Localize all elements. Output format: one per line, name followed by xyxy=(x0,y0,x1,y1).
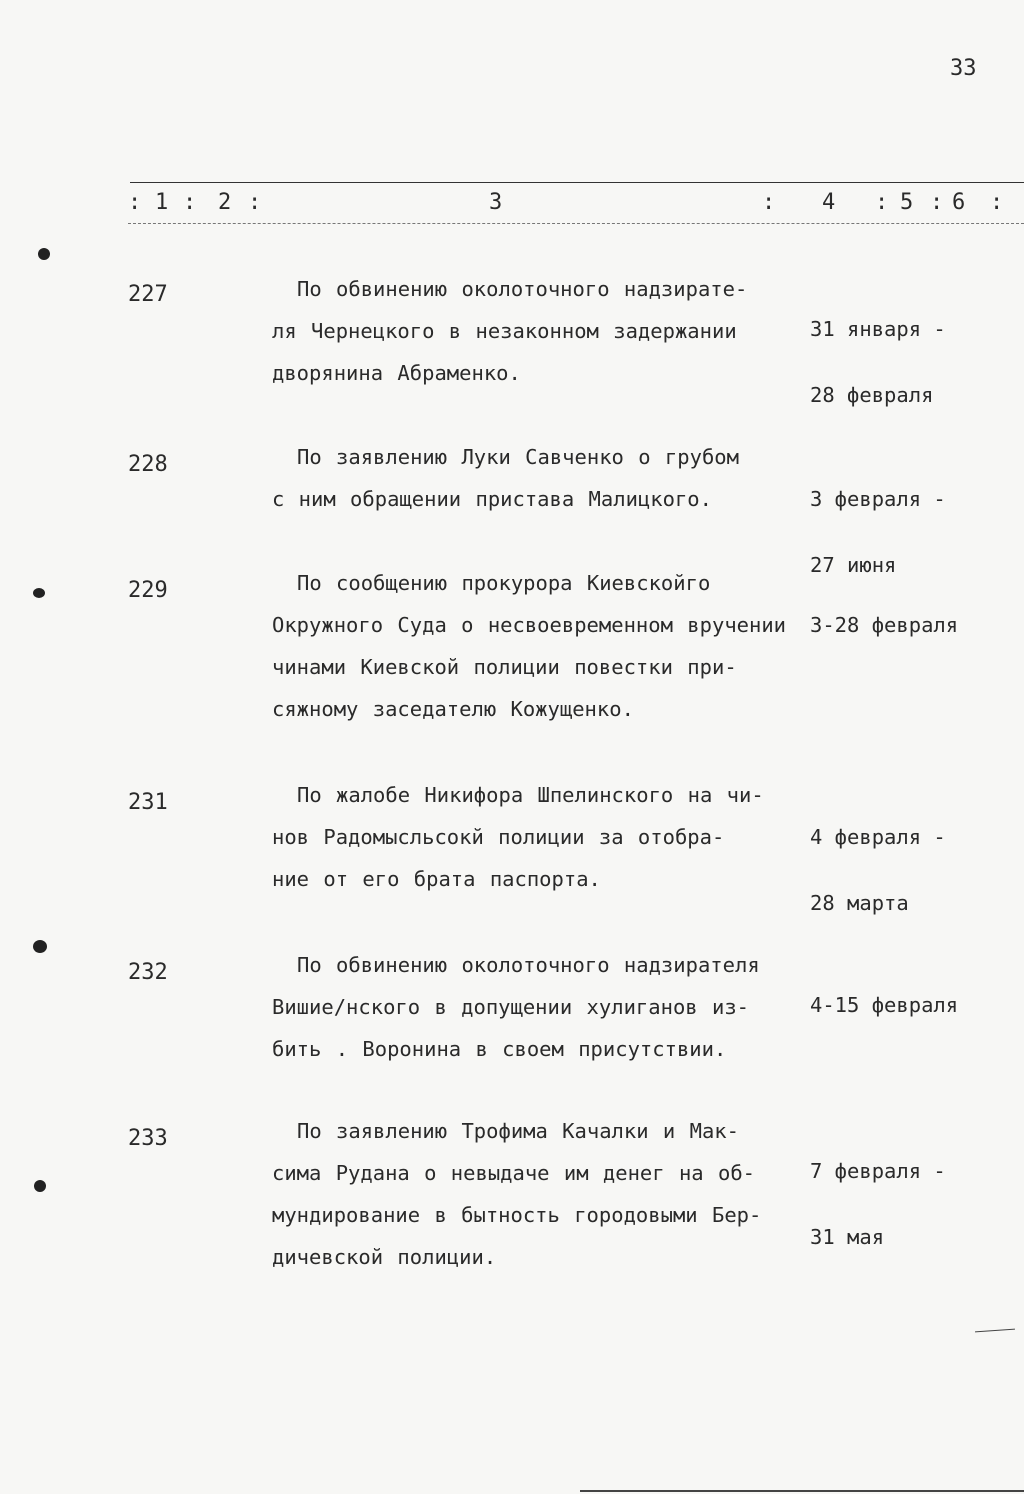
entry-date-line: 3-28 февраля xyxy=(810,613,959,637)
entry-description-line: По жалобе Никифора Шпелинского на чи- xyxy=(297,783,764,807)
header-separator: : xyxy=(128,190,142,215)
entry-description-line: чинами Киевской полиции повестки при- xyxy=(272,655,737,679)
pen-stroke xyxy=(975,1329,1015,1333)
entry-number: 228 xyxy=(128,452,168,477)
entry-description xyxy=(272,944,807,1070)
entry-description-line: По заявлению Луки Савченко о грубом xyxy=(297,445,739,469)
entry-description-line: сяжному заседателю Кожущенко. xyxy=(272,697,634,721)
entry-number: 231 xyxy=(128,790,168,815)
entry-date xyxy=(810,950,958,1060)
header-separator: : xyxy=(990,190,1004,215)
entry-date xyxy=(810,782,946,958)
entry-date-line: 4 февраля - xyxy=(810,825,946,849)
entry-description-line: дворянина Абраменко. xyxy=(272,361,521,385)
entry-description-line: бить . Воронина в своем присутствии. xyxy=(272,1037,727,1061)
entry-description-line: Вишие/нского в допущении хулиганов из- xyxy=(272,995,749,1019)
entry-description-line: дичевской полиции. xyxy=(272,1245,497,1269)
table-top-rule xyxy=(130,182,1024,183)
header-separator: : xyxy=(930,190,944,215)
entry-description-line: По обвинению околоточного надзирателя xyxy=(297,953,760,977)
column-header-3: 3 xyxy=(489,190,503,215)
header-separator: : xyxy=(248,190,262,215)
column-header-2: 2 xyxy=(218,190,232,215)
binding-hole-mark xyxy=(38,248,50,260)
page-bottom-edge xyxy=(580,1490,1024,1492)
column-header-1: 1 xyxy=(155,190,169,215)
entry-description-line: Окружного Суда о несвоевременном вручении xyxy=(272,613,787,637)
entry-description xyxy=(272,774,807,900)
entry-date xyxy=(810,570,958,680)
entry-date-line: 31 мая xyxy=(810,1225,885,1249)
binding-hole-mark xyxy=(33,588,45,598)
entry-description-line: с ним обращении пристава Малицкого. xyxy=(272,487,712,511)
entry-description-line: ля Чернецкого в незаконном задержании xyxy=(272,319,737,343)
entry-description xyxy=(272,436,807,520)
entry-number: 227 xyxy=(128,282,168,307)
entry-date-line: 28 марта xyxy=(810,891,909,915)
entry-date-line: 28 февраля xyxy=(810,383,934,407)
header-separator: : xyxy=(183,190,197,215)
entry-number: 233 xyxy=(128,1126,168,1151)
entry-date-line: 3 февраля - xyxy=(810,487,946,511)
header-separator: : xyxy=(762,190,776,215)
entry-date xyxy=(810,1116,946,1292)
entry-description-line: ние от его брата паспорта. xyxy=(272,867,601,891)
entry-date-line: 27 июня xyxy=(810,553,897,577)
entry-date xyxy=(810,274,946,450)
column-header-4: 4 xyxy=(822,190,836,215)
column-header-6: 6 xyxy=(952,190,966,215)
entry-number: 229 xyxy=(128,578,168,603)
page-number: 33 xyxy=(950,56,977,81)
entry-description-line: По сообщению прокурора Киевскойго xyxy=(297,571,711,595)
table-header-rule xyxy=(128,223,1024,224)
entry-description-line: По заявлению Трофима Качалки и Мак- xyxy=(297,1119,739,1143)
binding-hole-mark xyxy=(34,1180,46,1192)
entry-description-line: нов Радомысльсокй полиции за отобра- xyxy=(272,825,725,849)
entry-date-line: 31 января - xyxy=(810,317,946,341)
entry-description xyxy=(272,268,807,394)
header-separator: : xyxy=(875,190,889,215)
entry-number: 232 xyxy=(128,960,168,985)
entry-description xyxy=(272,1110,807,1278)
entry-date-line: 4-15 февраля xyxy=(810,993,959,1017)
entry-description xyxy=(272,562,817,730)
entry-description-line: мундирование в бытность городовыми Бер- xyxy=(272,1203,762,1227)
binding-hole-mark xyxy=(33,940,47,953)
entry-date-line: 7 февраля - xyxy=(810,1159,946,1183)
entry-description-line: сима Рудана о невыдаче им денег на об- xyxy=(272,1161,755,1185)
column-header-5: 5 xyxy=(900,190,914,215)
entry-description-line: По обвинению околоточного надзирате- xyxy=(297,277,748,301)
